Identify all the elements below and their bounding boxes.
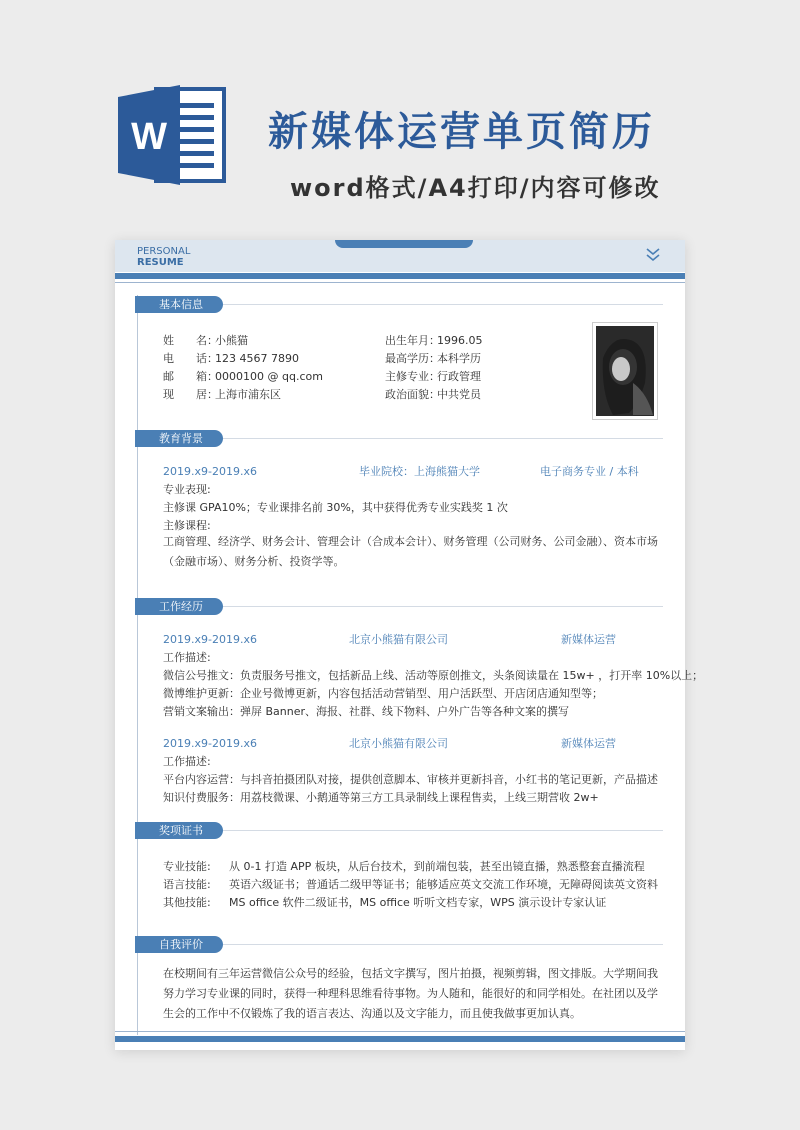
double-chevron-down-icon bbox=[645, 246, 661, 264]
section-education bbox=[135, 430, 665, 590]
award-label: 语言技能: bbox=[163, 878, 211, 891]
info-label: 主修专业： bbox=[385, 370, 440, 383]
avatar bbox=[593, 323, 657, 419]
job-date: 2019.x9-2019.x6 bbox=[163, 633, 257, 646]
resume-paper bbox=[115, 240, 704, 1050]
job-company: 北京小熊猫有限公司 bbox=[349, 633, 448, 646]
info-value-address: 上海市浦东区 bbox=[215, 388, 281, 401]
section-heading: 自我评价 bbox=[135, 936, 223, 953]
header-divider bbox=[115, 273, 685, 279]
section-awards bbox=[135, 822, 665, 922]
info-value-phone: 123 4567 7890 bbox=[215, 352, 299, 365]
edu-school: 毕业院校：上海熊猫大学 bbox=[359, 465, 480, 478]
info-value-name: 小熊猫 bbox=[215, 334, 248, 347]
section-heading: 教育背景 bbox=[135, 430, 223, 447]
info-label: 电 话： bbox=[163, 352, 218, 365]
edu-courses: 工商管理、经济学、财务会计、管理会计（合成本会计）、财务管理（公司财务、公司金融）、资本市场 （金融市场）、财务分析、投资学等。 bbox=[163, 535, 658, 568]
award-value: 从 0-1 打造 APP 板块，从后台技术，到前端包装，甚至出镜直播，熟悉整套直播流程 bbox=[229, 860, 645, 873]
info-label: 姓 名： bbox=[163, 334, 218, 347]
job-company: 北京小熊猫有限公司 bbox=[349, 737, 448, 750]
award-label: 其他技能: bbox=[163, 896, 211, 909]
info-value-degree: 本科学历 bbox=[437, 352, 481, 365]
section-basic-info bbox=[135, 296, 665, 436]
footer-divider bbox=[115, 1036, 685, 1042]
award-value: MS office 软件二级证书，MS office 听听文档专家，WPS 演示设计专家认证 bbox=[229, 896, 607, 909]
job-position: 新媒体运营 bbox=[561, 633, 616, 646]
info-value-email: 0000100 @ qq.com bbox=[215, 370, 323, 383]
info-value-birth: 1996.05 bbox=[437, 334, 483, 347]
section-self-evaluation bbox=[135, 936, 665, 1026]
job-line: 工作描述: bbox=[163, 755, 211, 768]
edu-date: 2019.x9-2019.x6 bbox=[163, 465, 257, 478]
section-heading: 基本信息 bbox=[135, 296, 223, 313]
footer-thin-divider bbox=[115, 1031, 685, 1032]
info-label: 政治面貌： bbox=[385, 388, 440, 401]
section-rule bbox=[223, 944, 663, 945]
header-thin-divider bbox=[115, 282, 685, 283]
top-band bbox=[115, 240, 685, 272]
job-line: 微信公号推文：负责服务号推文，包括新品上线、活动等原创推文，头条阅读量在 15w+ ，打开率 10%以上； bbox=[163, 669, 704, 682]
edu-major: 电子商务专业 / 本科 bbox=[540, 465, 639, 478]
profile-photo bbox=[592, 322, 658, 420]
info-label: 最高学历： bbox=[385, 352, 440, 365]
info-value-political: 中共党员 bbox=[437, 388, 481, 401]
word-document-icon bbox=[118, 85, 228, 185]
award-value: 英语六级证书；普通话二级甲等证书；能够适应英文交流工作环境，无障碍阅读英文资料 bbox=[229, 878, 658, 891]
page-title: 新媒体运营单页简历 bbox=[268, 109, 655, 155]
resume-label: RESUME bbox=[137, 257, 184, 268]
job-line: 微博维护更新：企业号微博更新，内容包括活动营销型、用户活跃型、开店闭店通知型等； bbox=[163, 687, 603, 700]
job-line: 营销文案输出：弹屏 Banner、海报、社群、线下物料、户外广告等各种文案的撰写 bbox=[163, 705, 570, 718]
info-value-major: 行政管理 bbox=[437, 370, 481, 383]
top-tab bbox=[335, 240, 473, 248]
job-line: 知识付费服务：用荔枝微课、小鹅通等第三方工具录制线上课程售卖，上线三期营收 2w+ bbox=[163, 791, 599, 804]
edu-line: 主修课 GPA10%；专业课排名前 30%，其中获得优秀专业实践奖 1 次 bbox=[163, 501, 508, 514]
edu-line: 主修课程: bbox=[163, 519, 211, 532]
award-label: 专业技能: bbox=[163, 860, 211, 873]
section-rule bbox=[223, 304, 663, 305]
page-subtitle: word格式/A4打印/内容可修改 bbox=[290, 174, 661, 202]
edu-line: 专业表现: bbox=[163, 483, 211, 496]
job-line: 平台内容运营：与抖音拍摄团队对接，提供创意脚本、审核并更新抖音，小红书的笔记更新，产品描述 bbox=[163, 773, 658, 786]
page-header bbox=[0, 0, 800, 230]
job-line: 工作描述: bbox=[163, 651, 211, 664]
info-label: 现 居： bbox=[163, 388, 218, 401]
section-rule bbox=[223, 438, 663, 439]
section-heading: 奖项证书 bbox=[135, 822, 223, 839]
info-label: 出生年月： bbox=[385, 334, 440, 347]
self-evaluation-text: 在校期间有三年运营微信公众号的经验，包括文字撰写，图片拍摄，视频剪辑，图文排版。大学期间我努力学习专业课的同时，获得一种理科思维看待事物。为人随和，能很好的和同学相处。在社团以及学生会的工作中不仅锻炼了我的语言表达、沟通以及文字能力，而且使我做事更加认真。 bbox=[163, 967, 658, 1020]
section-rule bbox=[223, 830, 663, 831]
section-rule bbox=[223, 606, 663, 607]
job-date: 2019.x9-2019.x6 bbox=[163, 737, 257, 750]
personal-label: PERSONAL bbox=[137, 246, 191, 257]
section-work bbox=[135, 598, 704, 818]
info-label: 邮 箱： bbox=[163, 370, 218, 383]
job-position: 新媒体运营 bbox=[561, 737, 616, 750]
word-letter: W bbox=[131, 116, 167, 158]
section-heading: 工作经历 bbox=[135, 598, 223, 615]
